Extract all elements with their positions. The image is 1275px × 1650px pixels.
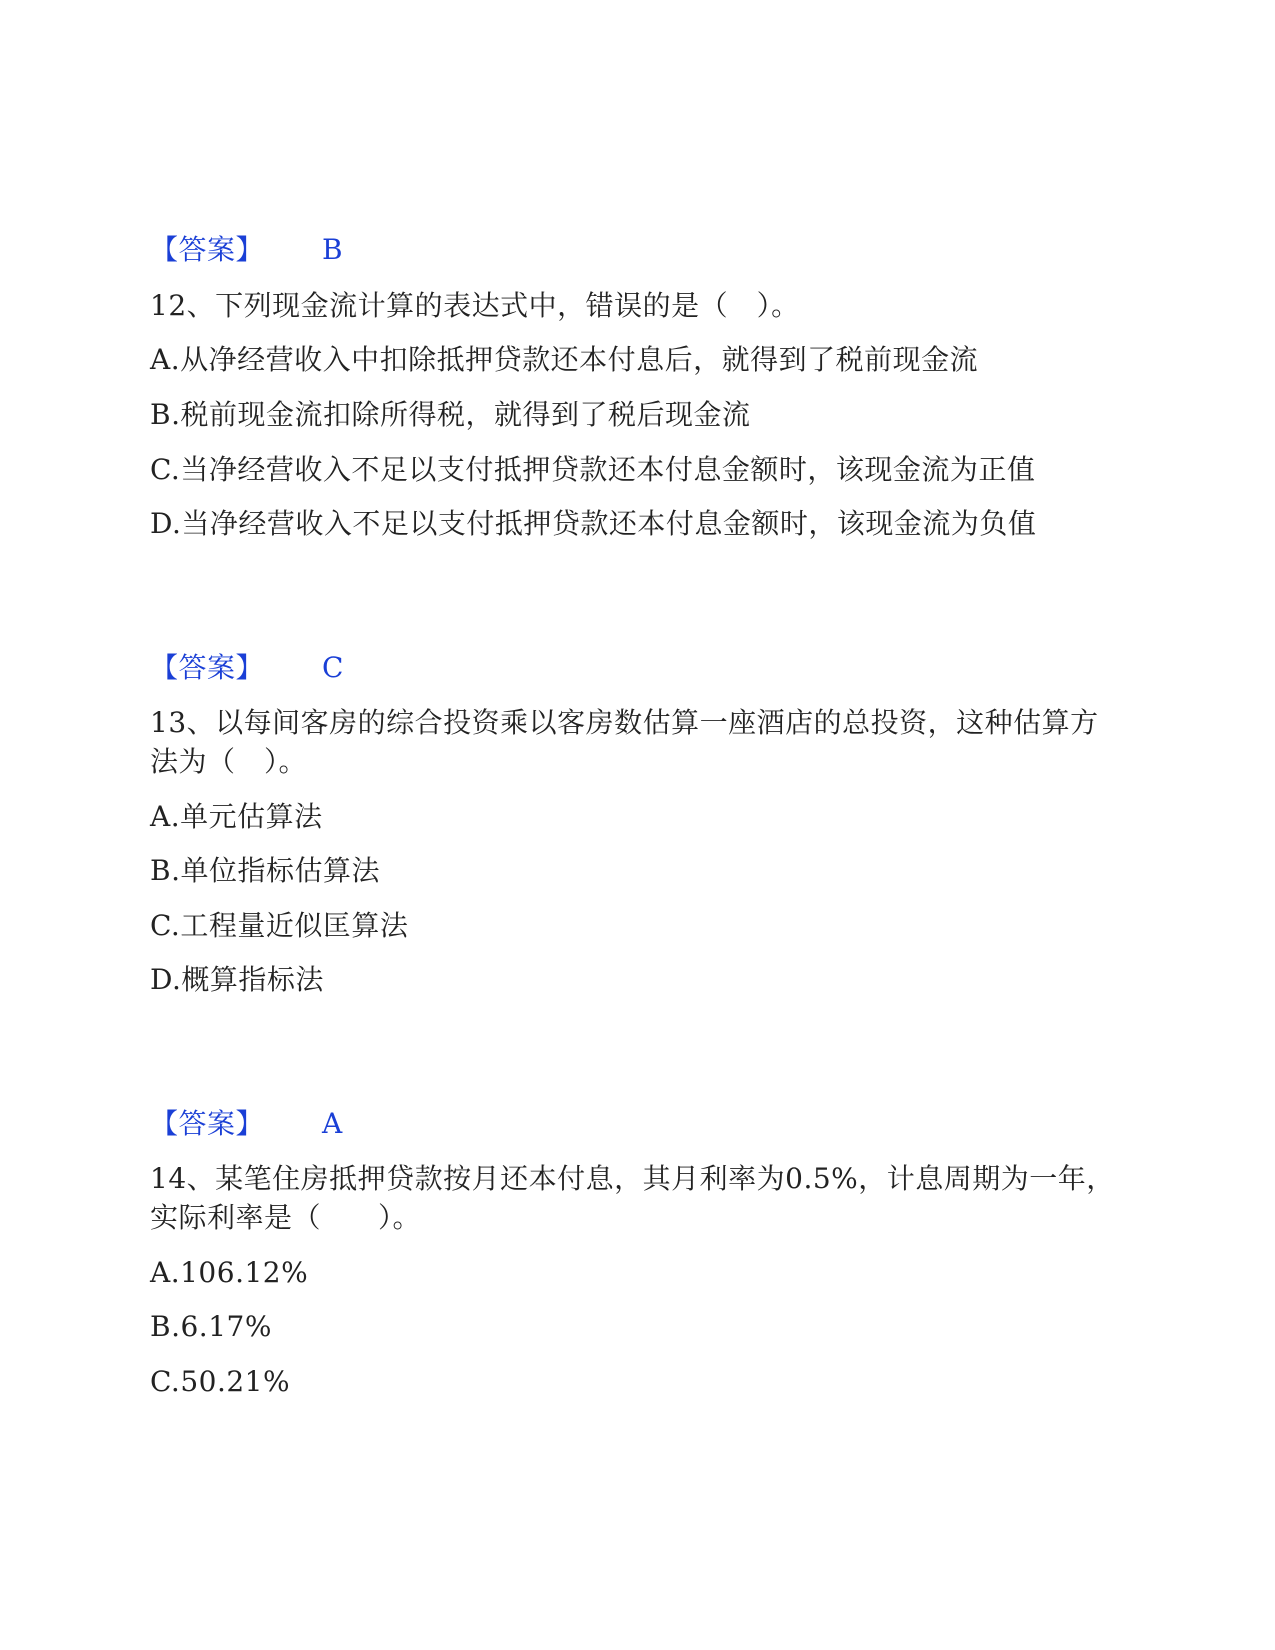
answer-value: A [322, 1107, 343, 1140]
question-text-line1: 14、某笔住房抵押贷款按月还本付息，其月利率为0.5%，计息周期为一年， [150, 1162, 1115, 1195]
answer-line [150, 230, 1130, 270]
answer-line [150, 1104, 1130, 1144]
option-a: A.106.12% [150, 1256, 309, 1289]
option-d: D.当净经营收入不足以支付抵押贷款还本付息金额时，该现金流为负值 [150, 507, 1037, 540]
option-a: A.单元估算法 [150, 800, 323, 833]
answer-label: 【答案】 [150, 1107, 265, 1140]
answer-value: B [322, 233, 344, 266]
answer-label: 【答案】 [150, 233, 265, 266]
question-text: 12、下列现金流计算的表达式中，错误的是（ ）。 [150, 289, 800, 322]
answer-value: C [322, 651, 344, 684]
option-c: C.50.21% [150, 1365, 291, 1398]
option-c: C.当净经营收入不足以支付抵押贷款还本付息金额时，该现金流为正值 [150, 453, 1036, 486]
option-d: D.概算指标法 [150, 963, 324, 996]
answer-label: 【答案】 [150, 651, 265, 684]
question-text-line2: 实际利率是（ ）。 [150, 1201, 422, 1234]
option-b: B.单位指标估算法 [150, 854, 380, 887]
question-text-line1: 13、以每间客房的综合投资乘以客房数估算一座酒店的总投资，这种估算方 [150, 706, 1099, 739]
question-text-line2: 法为（ ）。 [150, 745, 308, 778]
option-b: B.税前现金流扣除所得税，就得到了税后现金流 [150, 398, 751, 431]
answer-line [150, 648, 1130, 688]
option-c: C.工程量近似匡算法 [150, 909, 409, 942]
option-a: A.从净经营收入中扣除抵押贷款还本付息后，就得到了税前现金流 [150, 343, 979, 376]
option-b: B.6.17% [150, 1310, 272, 1343]
